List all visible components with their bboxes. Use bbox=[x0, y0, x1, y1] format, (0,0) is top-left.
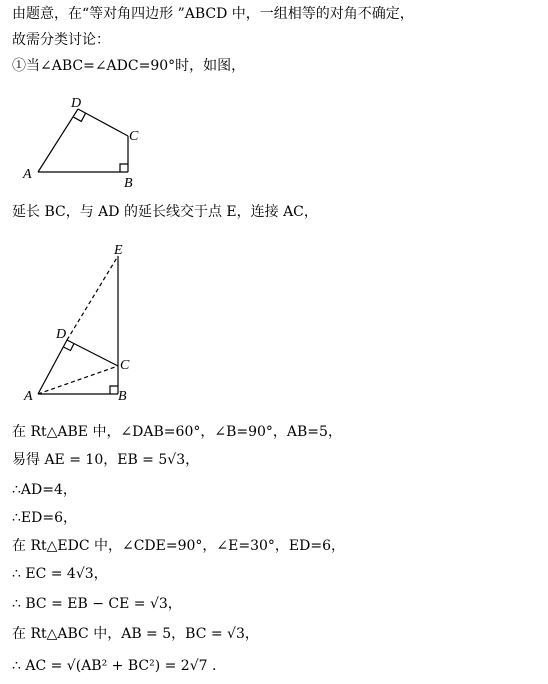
label-d: D bbox=[56, 327, 67, 342]
label-c: C bbox=[120, 358, 130, 373]
text-line-5: 在 Rt△ABE 中，∠DAB=60°，∠B=90°，AB=5， bbox=[12, 424, 342, 440]
label-e: E bbox=[114, 243, 123, 258]
dashed-de bbox=[67, 256, 118, 340]
text-line-12: 在 Rt△ABC 中，AB = 5，BC = √3， bbox=[12, 626, 259, 642]
figure-extended-triangle-abe bbox=[20, 238, 150, 408]
label-d: D bbox=[71, 96, 82, 111]
text-line-13: ∴ AC = √(AB² + BC²) = 2√7 . bbox=[12, 658, 217, 674]
text-line-3: ①当∠ABC=∠ADC=90°时，如图， bbox=[12, 58, 246, 74]
figure-quadrilateral-abcd bbox=[20, 90, 150, 190]
dashed-ac bbox=[38, 366, 118, 394]
label-c: C bbox=[129, 129, 139, 144]
label-a: A bbox=[24, 389, 33, 404]
text-line-7: ∴AD=4， bbox=[12, 482, 77, 498]
text-line-8: ∴ED=6， bbox=[12, 510, 77, 526]
text-line-11: ∴ BC = EB − CE = √3， bbox=[12, 596, 182, 612]
label-b: B bbox=[124, 176, 133, 190]
edge-ad bbox=[38, 340, 67, 394]
text-line-6: 易得 AE = 10，EB = 5√3， bbox=[12, 452, 200, 468]
text-line-10: ∴ EC = 4√3， bbox=[12, 566, 108, 582]
label-b: B bbox=[118, 389, 127, 404]
text-line-4: 延长 BC，与 AD 的延长线交于点 E，连接 AC， bbox=[12, 204, 318, 220]
text-line-1: 由题意，在“等对角四边形 ”ABCD 中，一组相等的对角不确定， bbox=[12, 6, 414, 22]
text-line-9: 在 Rt△EDC 中，∠CDE=90°，∠E=30°，ED=6， bbox=[12, 538, 345, 554]
text-line-2: 故需分类讨论： bbox=[12, 32, 110, 48]
edge-dc bbox=[78, 109, 128, 136]
edge-ad bbox=[38, 109, 78, 172]
edge-dc bbox=[67, 340, 118, 366]
label-a: A bbox=[23, 167, 32, 182]
right-angle-mark-b bbox=[120, 164, 128, 172]
right-angle-mark-d bbox=[74, 113, 86, 121]
right-angle-mark-b bbox=[110, 386, 118, 394]
